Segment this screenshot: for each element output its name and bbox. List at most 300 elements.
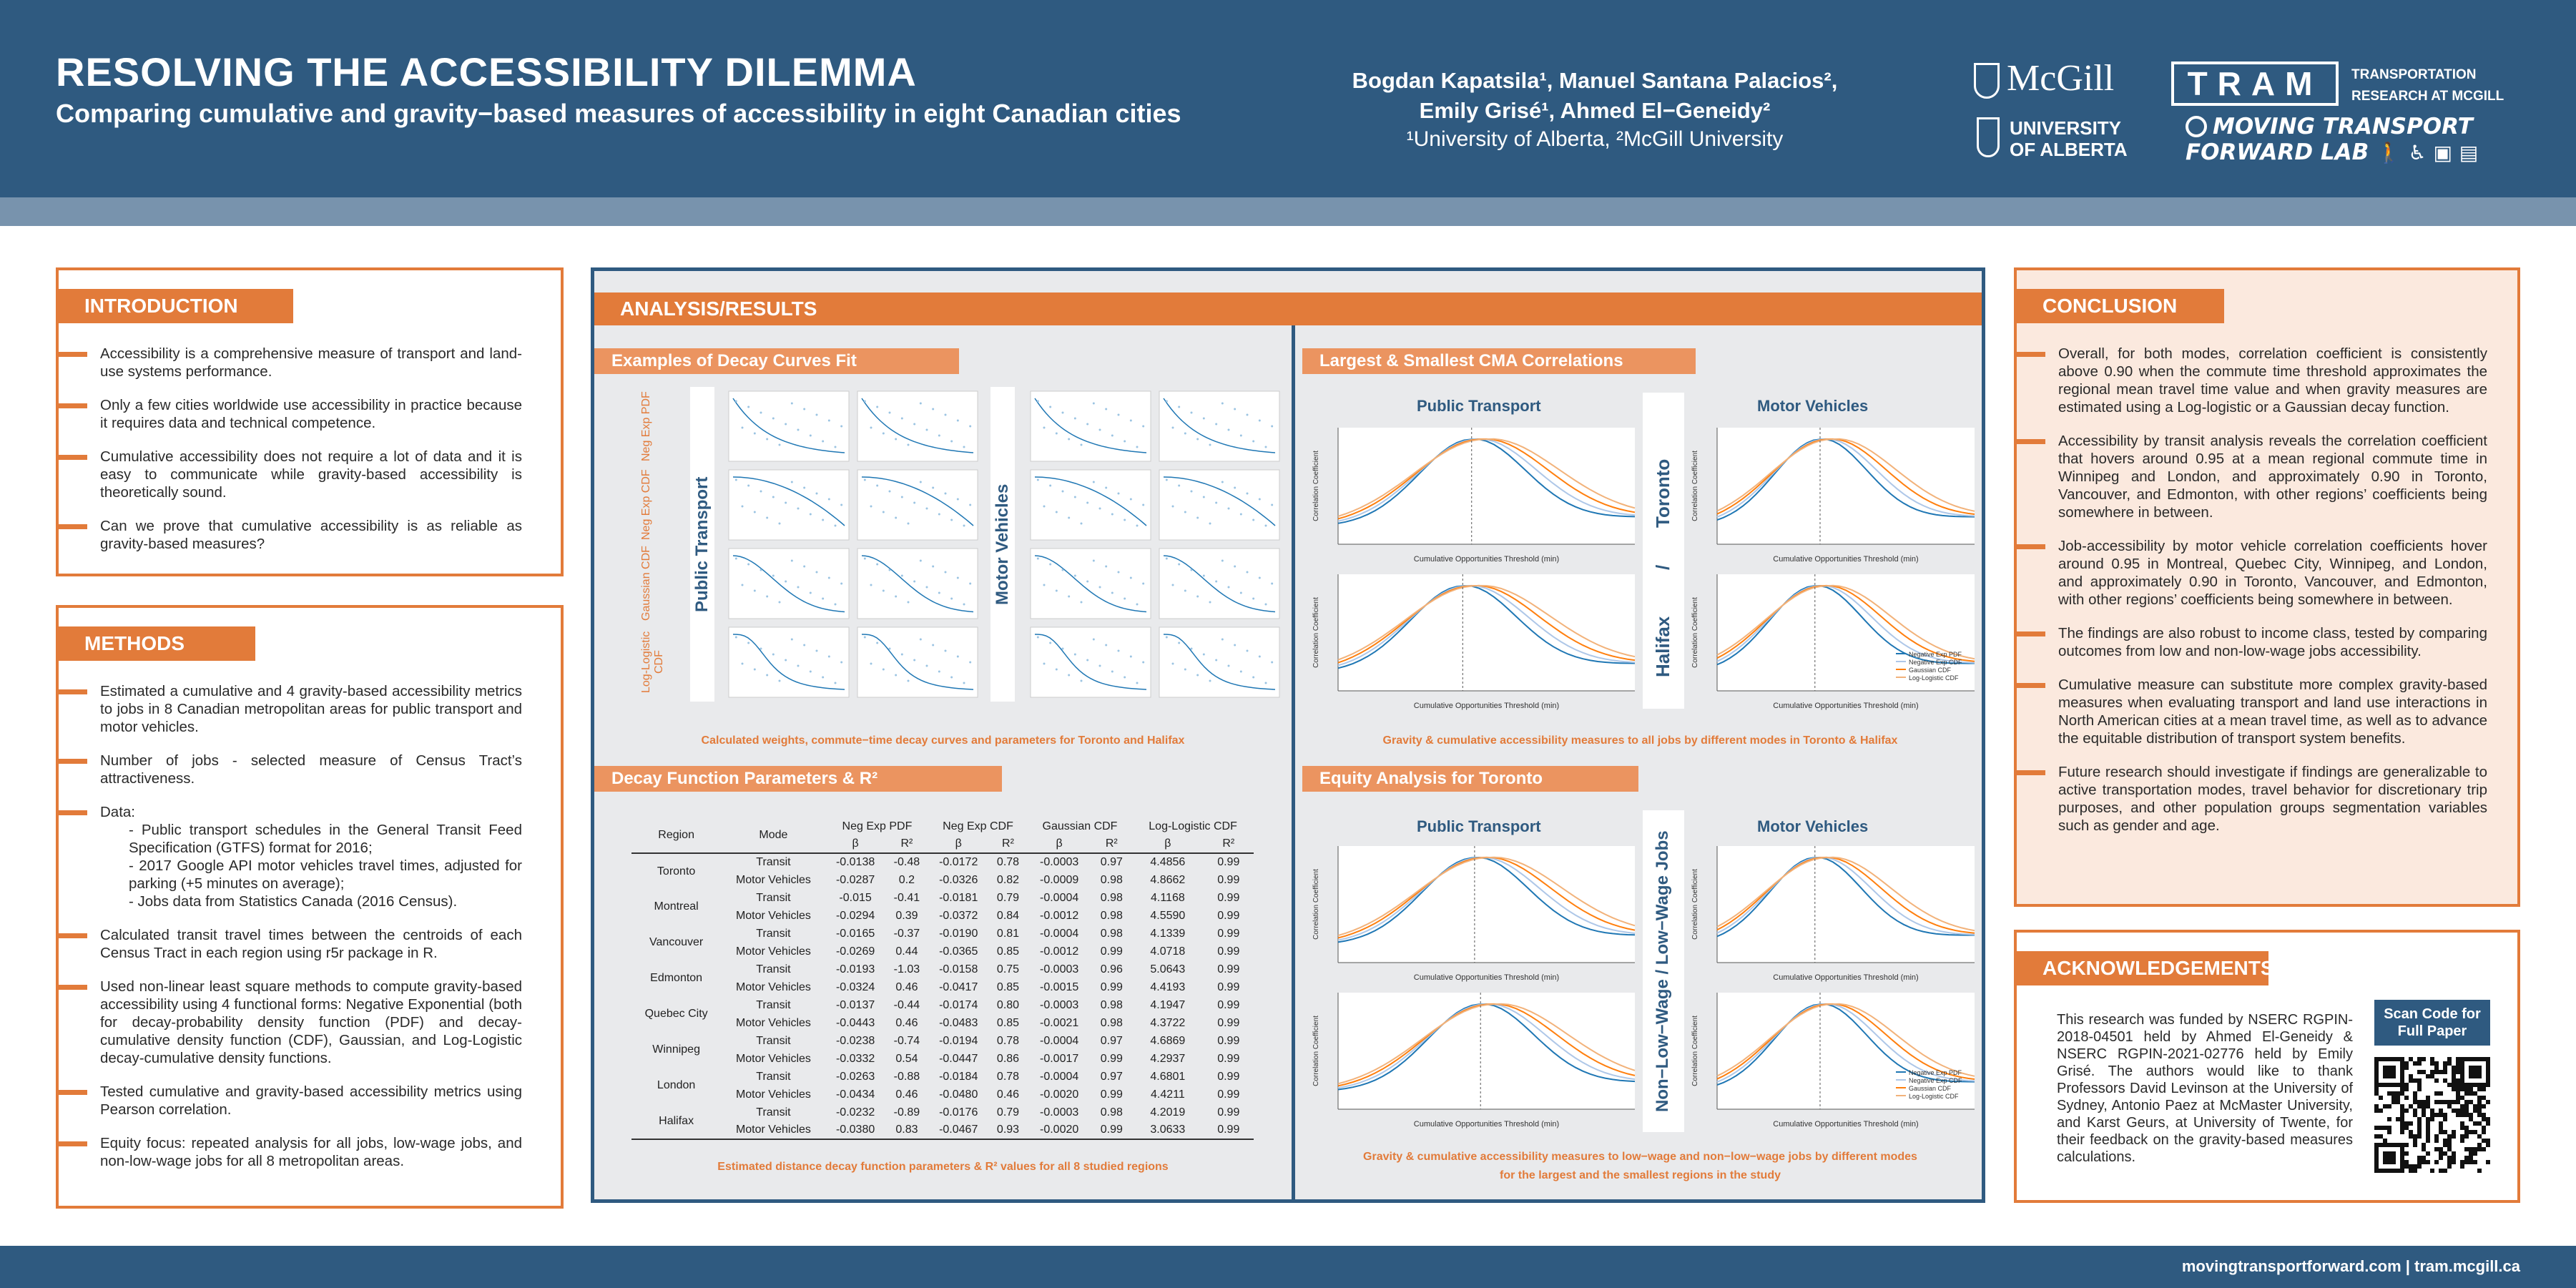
- decay-point: [870, 663, 872, 665]
- qr-module: [2460, 1121, 2464, 1126]
- cell-mode: Motor Vehicles: [735, 1052, 811, 1065]
- decay-point: [1111, 435, 1114, 437]
- table-row: [631, 925, 1254, 943]
- cell-value: 0.99: [1217, 1070, 1240, 1083]
- qr-module: [2456, 1057, 2460, 1061]
- decay-point: [950, 441, 953, 443]
- decay-point: [1086, 659, 1088, 662]
- decay-row-label: Log-Logistic CDF: [640, 631, 665, 694]
- cell-value: 3.0633: [1150, 1124, 1186, 1136]
- decay-point: [1093, 481, 1095, 483]
- decay-point: [1093, 560, 1095, 562]
- qr-module: [2404, 1061, 2409, 1066]
- cell-mode: Motor Vehicles: [735, 1016, 811, 1029]
- decay-point: [1142, 662, 1144, 664]
- decay-point: [1191, 412, 1193, 414]
- qr-module: [2452, 1087, 2456, 1091]
- qr-module: [2439, 1070, 2443, 1074]
- qr-module: [2439, 1121, 2443, 1126]
- mcgill-logo: McGill: [2007, 58, 2115, 99]
- qr-module: [2391, 1091, 2396, 1096]
- decay-point: [1221, 639, 1224, 641]
- equity-mv-nlw-chart: [1688, 836, 1982, 983]
- qr-module: [2439, 1091, 2443, 1096]
- ualberta-crest-icon: [1977, 117, 2000, 157]
- decay-point: [797, 508, 800, 510]
- decay-point: [1099, 429, 1101, 431]
- qr-module: [2464, 1100, 2469, 1104]
- qr-module: [2482, 1130, 2486, 1134]
- qr-module: [2482, 1139, 2486, 1143]
- decay-point: [1196, 517, 1199, 519]
- cell-value: -0.0004: [1040, 1034, 1079, 1047]
- methods-list: [100, 682, 522, 1186]
- decay-point: [883, 669, 885, 671]
- cell-value: -0.0181: [939, 891, 978, 904]
- decay-point: [828, 656, 830, 658]
- qr-module: [2464, 1113, 2469, 1117]
- qr-module: [2443, 1078, 2447, 1083]
- qr-module: [2473, 1091, 2477, 1096]
- legend-label: Log-Logistic CDF: [1909, 674, 1959, 682]
- decay-point: [1118, 650, 1120, 652]
- equity-caption-line-1: Gravity & cumulative accessibility measures to low−wage and non−low−wage jobs by different modes: [1363, 1151, 1917, 1163]
- qr-module: [2434, 1061, 2439, 1066]
- equity-pt-title: Public Transport: [1417, 817, 1541, 835]
- tram-logo: TRAM: [2171, 62, 2339, 106]
- cell-value: 0.99: [1217, 856, 1240, 868]
- qr-module: [2426, 1160, 2430, 1164]
- col-group: Gaussian CDF: [1042, 820, 1118, 832]
- decay-point: [950, 598, 953, 600]
- corr-caption: Gravity & cumulative accessibility measures to all jobs by different modes in Toronto & Halifax: [1382, 734, 1898, 747]
- qr-module: [2409, 1134, 2413, 1139]
- decay-row-label: Gaussian CDF: [640, 546, 652, 621]
- decay-point: [1259, 577, 1261, 579]
- cell-value: 4.2019: [1150, 1106, 1186, 1119]
- qr-module: [2391, 1100, 2396, 1104]
- decay-point: [810, 435, 812, 437]
- cell-mode: Motor Vehicles: [735, 1124, 811, 1136]
- qr-module: [2409, 1164, 2413, 1169]
- cell-value: 0.54: [895, 1052, 918, 1065]
- decay-point: [1118, 414, 1120, 416]
- decay-point: [1228, 429, 1230, 431]
- qr-module: [2396, 1117, 2400, 1121]
- corr-title: Largest & Smallest CMA Correlations: [1302, 348, 1696, 374]
- qr-module: [2396, 1091, 2400, 1096]
- decay-point: [772, 418, 775, 420]
- cell-value: 0.99: [1217, 1034, 1240, 1047]
- decay-point: [957, 656, 959, 658]
- qr-module: [2426, 1104, 2430, 1108]
- decay-point: [766, 517, 768, 519]
- decay-point: [1271, 662, 1273, 664]
- cell-value: -0.0172: [939, 856, 978, 868]
- qr-module: [2464, 1134, 2469, 1139]
- decay-point: [957, 420, 959, 422]
- decay-point: [895, 596, 897, 598]
- qr-finder-center: [2469, 1066, 2482, 1078]
- qr-module: [2413, 1143, 2417, 1147]
- decay-point: [969, 583, 971, 585]
- cell-region: Vancouver: [649, 936, 704, 948]
- qr-module: [2379, 1096, 2383, 1100]
- cell-value: 0.99: [1217, 963, 1240, 975]
- qr-module: [2383, 1139, 2387, 1143]
- decay-point: [785, 423, 787, 426]
- qr-module: [2486, 1100, 2490, 1104]
- qr-module: [2452, 1070, 2456, 1074]
- decay-point: [1130, 577, 1132, 579]
- cell-value: 0.2: [898, 873, 915, 886]
- qr-module: [2469, 1113, 2473, 1117]
- cell-value: 0.44: [895, 945, 918, 958]
- decay-point: [1271, 426, 1273, 428]
- bicycle-icon: [2186, 116, 2207, 137]
- decay-point: [1191, 491, 1193, 493]
- cell-value: 0.97: [1100, 1034, 1123, 1047]
- toronto-label: Toronto: [1652, 458, 1673, 529]
- qr-module: [2434, 1134, 2439, 1139]
- footer-links[interactable]: movingtransportforward.com | tram.mcgill.ca: [2181, 1257, 2520, 1275]
- x-axis-label: Cumulative Opportunities Threshold (min): [1773, 973, 1919, 982]
- decay-point: [938, 671, 940, 673]
- cell-value: -0.0158: [939, 963, 978, 975]
- decay-curves-grid: [604, 387, 1277, 702]
- decay-point: [920, 481, 922, 483]
- qr-module: [2413, 1113, 2417, 1117]
- qr-module: [2417, 1087, 2422, 1091]
- qr-module: [2383, 1126, 2387, 1130]
- decay-panel: [1159, 391, 1279, 461]
- qr-module: [2443, 1061, 2447, 1066]
- decay-point: [791, 639, 793, 641]
- cell-region: Quebec City: [644, 1008, 708, 1020]
- cell-value: 4.6801: [1150, 1070, 1186, 1083]
- plot-area: [1338, 428, 1635, 544]
- plot-area: [1338, 993, 1635, 1109]
- qr-module: [2426, 1121, 2430, 1126]
- decay-point: [1093, 403, 1095, 405]
- tram-line-2: RESEARCH AT MCGILL: [2351, 89, 2504, 104]
- decay-point: [797, 429, 800, 431]
- decay-point: [1037, 400, 1039, 403]
- qr-module: [2434, 1147, 2439, 1151]
- qr-module: [2413, 1134, 2417, 1139]
- qr-module: [2434, 1139, 2439, 1143]
- qr-module: [2477, 1096, 2482, 1100]
- decay-point: [920, 403, 922, 405]
- decay-point: [1196, 674, 1199, 677]
- qr-module: [2413, 1061, 2417, 1066]
- qr-module: [2482, 1104, 2486, 1108]
- qr-module: [2447, 1156, 2452, 1160]
- decay-point: [1184, 433, 1186, 435]
- decay-point: [1124, 598, 1126, 600]
- qr-module: [2447, 1160, 2452, 1164]
- decay-point: [1068, 517, 1070, 519]
- decay-row-label: Neg Exp CDF: [640, 469, 652, 541]
- decay-point: [791, 481, 793, 483]
- decay-point: [901, 654, 903, 656]
- decay-point: [1172, 663, 1174, 665]
- qr-module: [2477, 1087, 2482, 1091]
- decay-point: [938, 592, 940, 594]
- poster-title: RESOLVING THE ACCESSIBILITY DILEMMA: [56, 49, 917, 94]
- qr-module: [2426, 1126, 2430, 1130]
- intro-bullet: Can we prove that cumulative accessibility is as reliable as gravity-based measures?: [100, 518, 522, 552]
- qr-module: [2439, 1147, 2443, 1151]
- decay-point: [1184, 590, 1186, 592]
- decay-point: [1142, 583, 1144, 585]
- qr-module: [2486, 1143, 2490, 1147]
- decay-point: [791, 403, 793, 405]
- decay-point: [895, 674, 897, 677]
- decay-point: [1252, 519, 1254, 521]
- cell-value: 0.83: [895, 1124, 918, 1136]
- qr-module: [2486, 1117, 2490, 1121]
- cell-value: 0.85: [996, 980, 1020, 993]
- qr-module: [2469, 1130, 2473, 1134]
- qr-module: [2486, 1160, 2490, 1164]
- decay-point: [1240, 671, 1242, 673]
- decay-point: [754, 590, 756, 592]
- decay-point: [1081, 601, 1083, 604]
- mtf-line-2-wrap: [2186, 140, 2478, 165]
- decay-point: [1240, 592, 1242, 594]
- decay-point: [835, 682, 837, 684]
- cell-value: -0.0165: [835, 927, 875, 940]
- qr-module: [2460, 1164, 2464, 1169]
- decay-point: [870, 584, 872, 586]
- cell-value: 0.98: [1100, 891, 1123, 904]
- qr-module: [2439, 1113, 2443, 1117]
- decay-point: [945, 493, 947, 495]
- qr-module: [2387, 1091, 2391, 1096]
- qr-module: [2456, 1066, 2460, 1070]
- params-table: [631, 817, 1254, 1140]
- table-row: [631, 1068, 1254, 1086]
- decay-point: [1215, 659, 1217, 662]
- decay-point: [810, 513, 812, 516]
- equity-caption-line-2: for the largest and the smallest regions in the study: [1500, 1169, 1781, 1181]
- analysis-divider: [1292, 325, 1295, 1199]
- qr-finder-center: [2383, 1151, 2396, 1164]
- table-row: [631, 889, 1254, 907]
- qr-module: [2387, 1104, 2391, 1108]
- tram-text: [2351, 64, 2504, 107]
- decay-point: [1228, 508, 1230, 510]
- qr-module: [2443, 1113, 2447, 1117]
- y-axis-label: Correlation Coefficient: [1312, 1016, 1320, 1086]
- decay-point: [1081, 523, 1083, 525]
- cell-region: Toronto: [657, 865, 696, 877]
- qr-module: [2417, 1104, 2422, 1108]
- decay-point: [1178, 564, 1180, 566]
- cell-value: 0.96: [1100, 963, 1123, 975]
- qr-module: [2469, 1100, 2473, 1104]
- decay-point: [1062, 569, 1064, 571]
- decay-point: [1215, 581, 1217, 583]
- qr-module: [2426, 1096, 2430, 1100]
- decay-point: [864, 558, 866, 560]
- qr-module: [2404, 1143, 2409, 1147]
- cell-value: 4.2937: [1150, 1052, 1186, 1065]
- cell-region: Edmonton: [650, 972, 703, 984]
- cell-value: -0.0190: [939, 927, 978, 940]
- cell-value: -0.0003: [1040, 963, 1079, 975]
- qr-module: [2430, 1057, 2434, 1061]
- decay-point: [1234, 566, 1236, 568]
- decay-point: [1184, 511, 1186, 513]
- decay-point: [816, 493, 818, 495]
- legend-label: Negative Exp PDF: [1909, 651, 1962, 658]
- plot-area: [1338, 846, 1635, 963]
- decay-point: [754, 511, 756, 513]
- legend-label: Log-Logistic CDF: [1909, 1093, 1959, 1100]
- decay-point: [1209, 444, 1211, 446]
- decay-point: [1234, 487, 1236, 489]
- qr-module: [2422, 1100, 2426, 1104]
- decay-point: [1130, 498, 1132, 501]
- decay-point: [735, 636, 737, 639]
- cell-value: 0.99: [1217, 1106, 1240, 1119]
- decay-row-label: Neg Exp PDF: [640, 391, 652, 461]
- decay-point: [1105, 644, 1107, 647]
- decay-point: [1228, 665, 1230, 667]
- qr-module: [2456, 1113, 2460, 1117]
- cell-value: -0.0015: [1040, 980, 1079, 993]
- qr-module: [2456, 1096, 2460, 1100]
- qr-module: [2409, 1074, 2413, 1078]
- cell-value: 0.99: [1217, 945, 1240, 958]
- methods-data-item: - Public transport schedules in the General Transit Feed Specification (GTFS) format for 2016;: [129, 822, 522, 856]
- x-axis-label: Cumulative Opportunities Threshold (min): [1773, 702, 1919, 710]
- decay-point: [1081, 680, 1083, 682]
- cell-mode: Motor Vehicles: [735, 1088, 811, 1101]
- decay-point: [1111, 513, 1114, 516]
- decay-point: [1037, 636, 1039, 639]
- decay-point: [772, 575, 775, 577]
- qr-module: [2452, 1083, 2456, 1087]
- decay-point: [1178, 406, 1180, 408]
- qr-module: [2387, 1117, 2391, 1121]
- corr-pt-title: Public Transport: [1417, 397, 1541, 415]
- acknowledgements-text: This research was funded by NSERC RGPIN-2018-04501 held by Ahmed El-Geneidy & NSERC RGPIN-2021-02776 held by Emily Grisé. The authors would like to thank Professors David Levinson at the University of Sydney, Antonio Paez at McMaster University, and Karst Geurs, at University of Twente, for their feedback on the gravity-based measures calculations.: [2057, 1012, 2353, 1165]
- qr-module: [2460, 1087, 2464, 1091]
- cell-mode: Motor Vehicles: [735, 873, 811, 886]
- qr-module: [2374, 1087, 2379, 1091]
- decay-point: [913, 502, 915, 504]
- cell-value: -0.015: [839, 891, 872, 904]
- qr-module: [2460, 1108, 2464, 1113]
- decay-point: [1247, 571, 1249, 574]
- params-caption: Estimated distance decay function parameters & R² values for all 8 studied regions: [717, 1161, 1169, 1173]
- qr-module: [2413, 1139, 2417, 1143]
- qr-module: [2482, 1126, 2486, 1130]
- decay-point: [1172, 506, 1174, 508]
- decay-point: [1259, 498, 1261, 501]
- cell-value: -0.0372: [939, 909, 978, 922]
- col-sub: β: [1164, 837, 1171, 850]
- authors: [1273, 66, 1917, 126]
- cell-value: 0.98: [1100, 1106, 1123, 1119]
- conclusion-bullet: Cumulative measure can substitute more complex gravity-based measures when evaluating transport and land use interactions in North American cities at a mean travel time, as well as to advance the equitable distribution of transport system benefits.: [2058, 677, 2487, 747]
- x-axis-label: Cumulative Opportunities Threshold (min): [1413, 1120, 1560, 1129]
- corr-mv-halifax-chart: [1688, 564, 1982, 711]
- decay-point: [760, 648, 762, 650]
- qr-module: [2430, 1169, 2434, 1173]
- cell-value: 0.46: [895, 1016, 918, 1029]
- qr-module: [2464, 1126, 2469, 1130]
- conclusion-bullet: Future research should investigate if findings are generalizable to active transportation modes, travel behavior for discretionary trip purposes, and other population groups segmentation variables such as gender and age.: [2058, 764, 2487, 834]
- qr-module: [2460, 1134, 2464, 1139]
- qr-module: [2439, 1130, 2443, 1134]
- decay-point: [766, 438, 768, 441]
- cell-value: 0.80: [996, 998, 1020, 1011]
- qr-module: [2387, 1130, 2391, 1134]
- qr-module: [2477, 1134, 2482, 1139]
- qr-module: [2447, 1164, 2452, 1169]
- table-row: [631, 1050, 1254, 1068]
- decay-point: [828, 498, 830, 501]
- qr-module: [2477, 1169, 2482, 1173]
- legend-label: Negative Exp CDF: [1909, 659, 1962, 666]
- ualberta-line-2: OF ALBERTA: [2010, 139, 2128, 160]
- decay-point: [950, 519, 953, 521]
- transport-mode-icons: 🚶 ♿ ▣ ▤: [2376, 141, 2479, 164]
- qr-module: [2469, 1151, 2473, 1156]
- decay-point: [864, 400, 866, 403]
- decay-point: [742, 506, 744, 508]
- decay-point: [1166, 636, 1168, 639]
- qr-module: [2452, 1130, 2456, 1134]
- qr-module: [2417, 1126, 2422, 1130]
- analysis-title: ANALYSIS/RESULTS: [594, 292, 1982, 325]
- decay-panel: [1159, 470, 1279, 540]
- qr-module: [2400, 1117, 2404, 1121]
- decay-point: [1086, 502, 1088, 504]
- decay-point: [913, 423, 915, 426]
- mtf-line-2: FORWARD LAB: [2186, 139, 2369, 165]
- qr-module: [2400, 1104, 2404, 1108]
- cell-value: 0.98: [1100, 909, 1123, 922]
- qr-module: [2439, 1156, 2443, 1160]
- decay-point: [1271, 504, 1273, 506]
- qr-module: [2456, 1087, 2460, 1091]
- decay-point: [1240, 513, 1242, 516]
- cell-value: -0.0017: [1040, 1052, 1079, 1065]
- decay-point: [876, 406, 878, 408]
- cell-value: -0.0443: [835, 1016, 875, 1029]
- col-sub: R²: [900, 837, 913, 850]
- qr-module: [2422, 1113, 2426, 1117]
- methods-bullet: Estimated a cumulative and 4 gravity-based accessibility metrics to jobs in 8 Canadian metropolitan areas for public transport and motor vehicles.: [100, 683, 522, 735]
- qr-module: [2413, 1108, 2417, 1113]
- decay-point: [810, 592, 812, 594]
- qr-module: [2422, 1070, 2426, 1074]
- x-axis-label: Cumulative Opportunities Threshold (min): [1773, 555, 1919, 564]
- qr-module: [2400, 1126, 2404, 1130]
- header-band: [0, 197, 2576, 226]
- decay-point: [1215, 502, 1217, 504]
- cell-value: -0.41: [893, 891, 920, 904]
- decay-point: [938, 435, 940, 437]
- qr-code-icon[interactable]: [2374, 1057, 2490, 1173]
- decay-point: [840, 426, 842, 428]
- decay-point: [1196, 596, 1199, 598]
